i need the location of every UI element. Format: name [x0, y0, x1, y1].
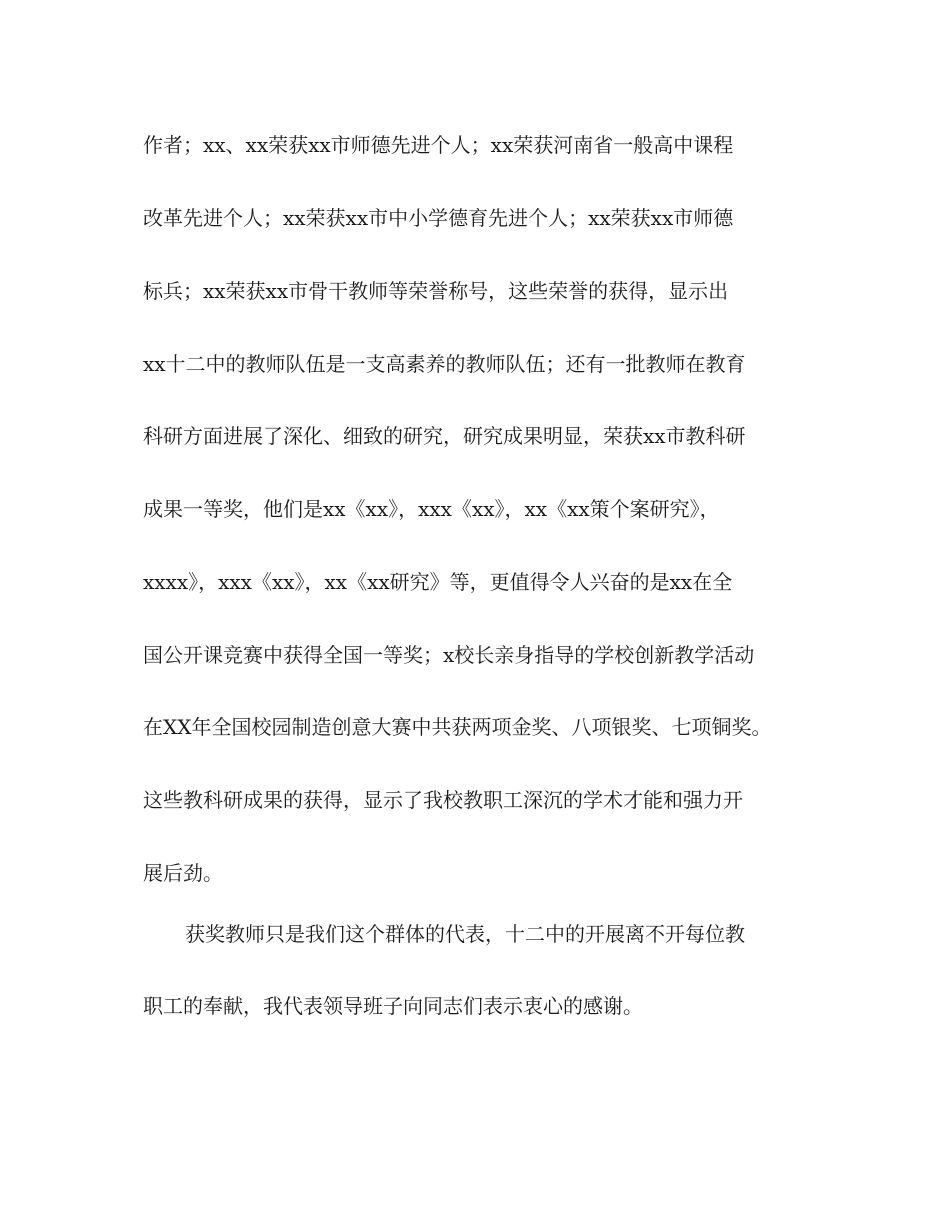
text-line: 职工的奉献，我代表领导班子向同志们表示衷心的感谢。	[143, 994, 643, 1018]
text-line: 科研方面进展了深化、细致的研究，研究成果明显，荣获xx市教科研	[143, 424, 746, 448]
text-line: 改革先进个人；xx荣获xx市中小学德育先进个人；xx荣获xx市师德	[143, 206, 734, 230]
paragraph-first-line: 获奖教师只是我们这个群体的代表，十二中的开展离不开每位教	[185, 922, 745, 946]
text-line: xxxx》，xxx《xx》，xx《xx研究》等，更值得令人兴奋的是xx在全	[143, 570, 733, 594]
text-line: 国公开课竞赛中获得全国一等奖；x校长亲身指导的学校创新教学活动	[143, 643, 755, 667]
text-line: 展后劲。	[143, 861, 223, 885]
text-line: xx十二中的教师队伍是一支高素养的教师队伍；还有一批教师在教育	[143, 352, 746, 376]
text-line: 作者；xx、xx荣获xx市师德先进个人；xx荣获河南省一般高中课程	[143, 133, 734, 157]
text-line: 标兵；xx荣获xx市骨干教师等荣誉称号，这些荣誉的获得，显示出	[143, 279, 729, 303]
text-line: 在XX年全国校园制造创意大赛中共获两项金奖、八项银奖、七项铜奖。	[143, 715, 772, 739]
text-line: 成果一等奖，他们是xx《xx》，xxx《xx》，xx《xx策个案研究》，	[143, 497, 720, 521]
text-line: 这些教科研成果的获得，显示了我校教职工深沉的学术才能和强力开	[143, 788, 743, 812]
